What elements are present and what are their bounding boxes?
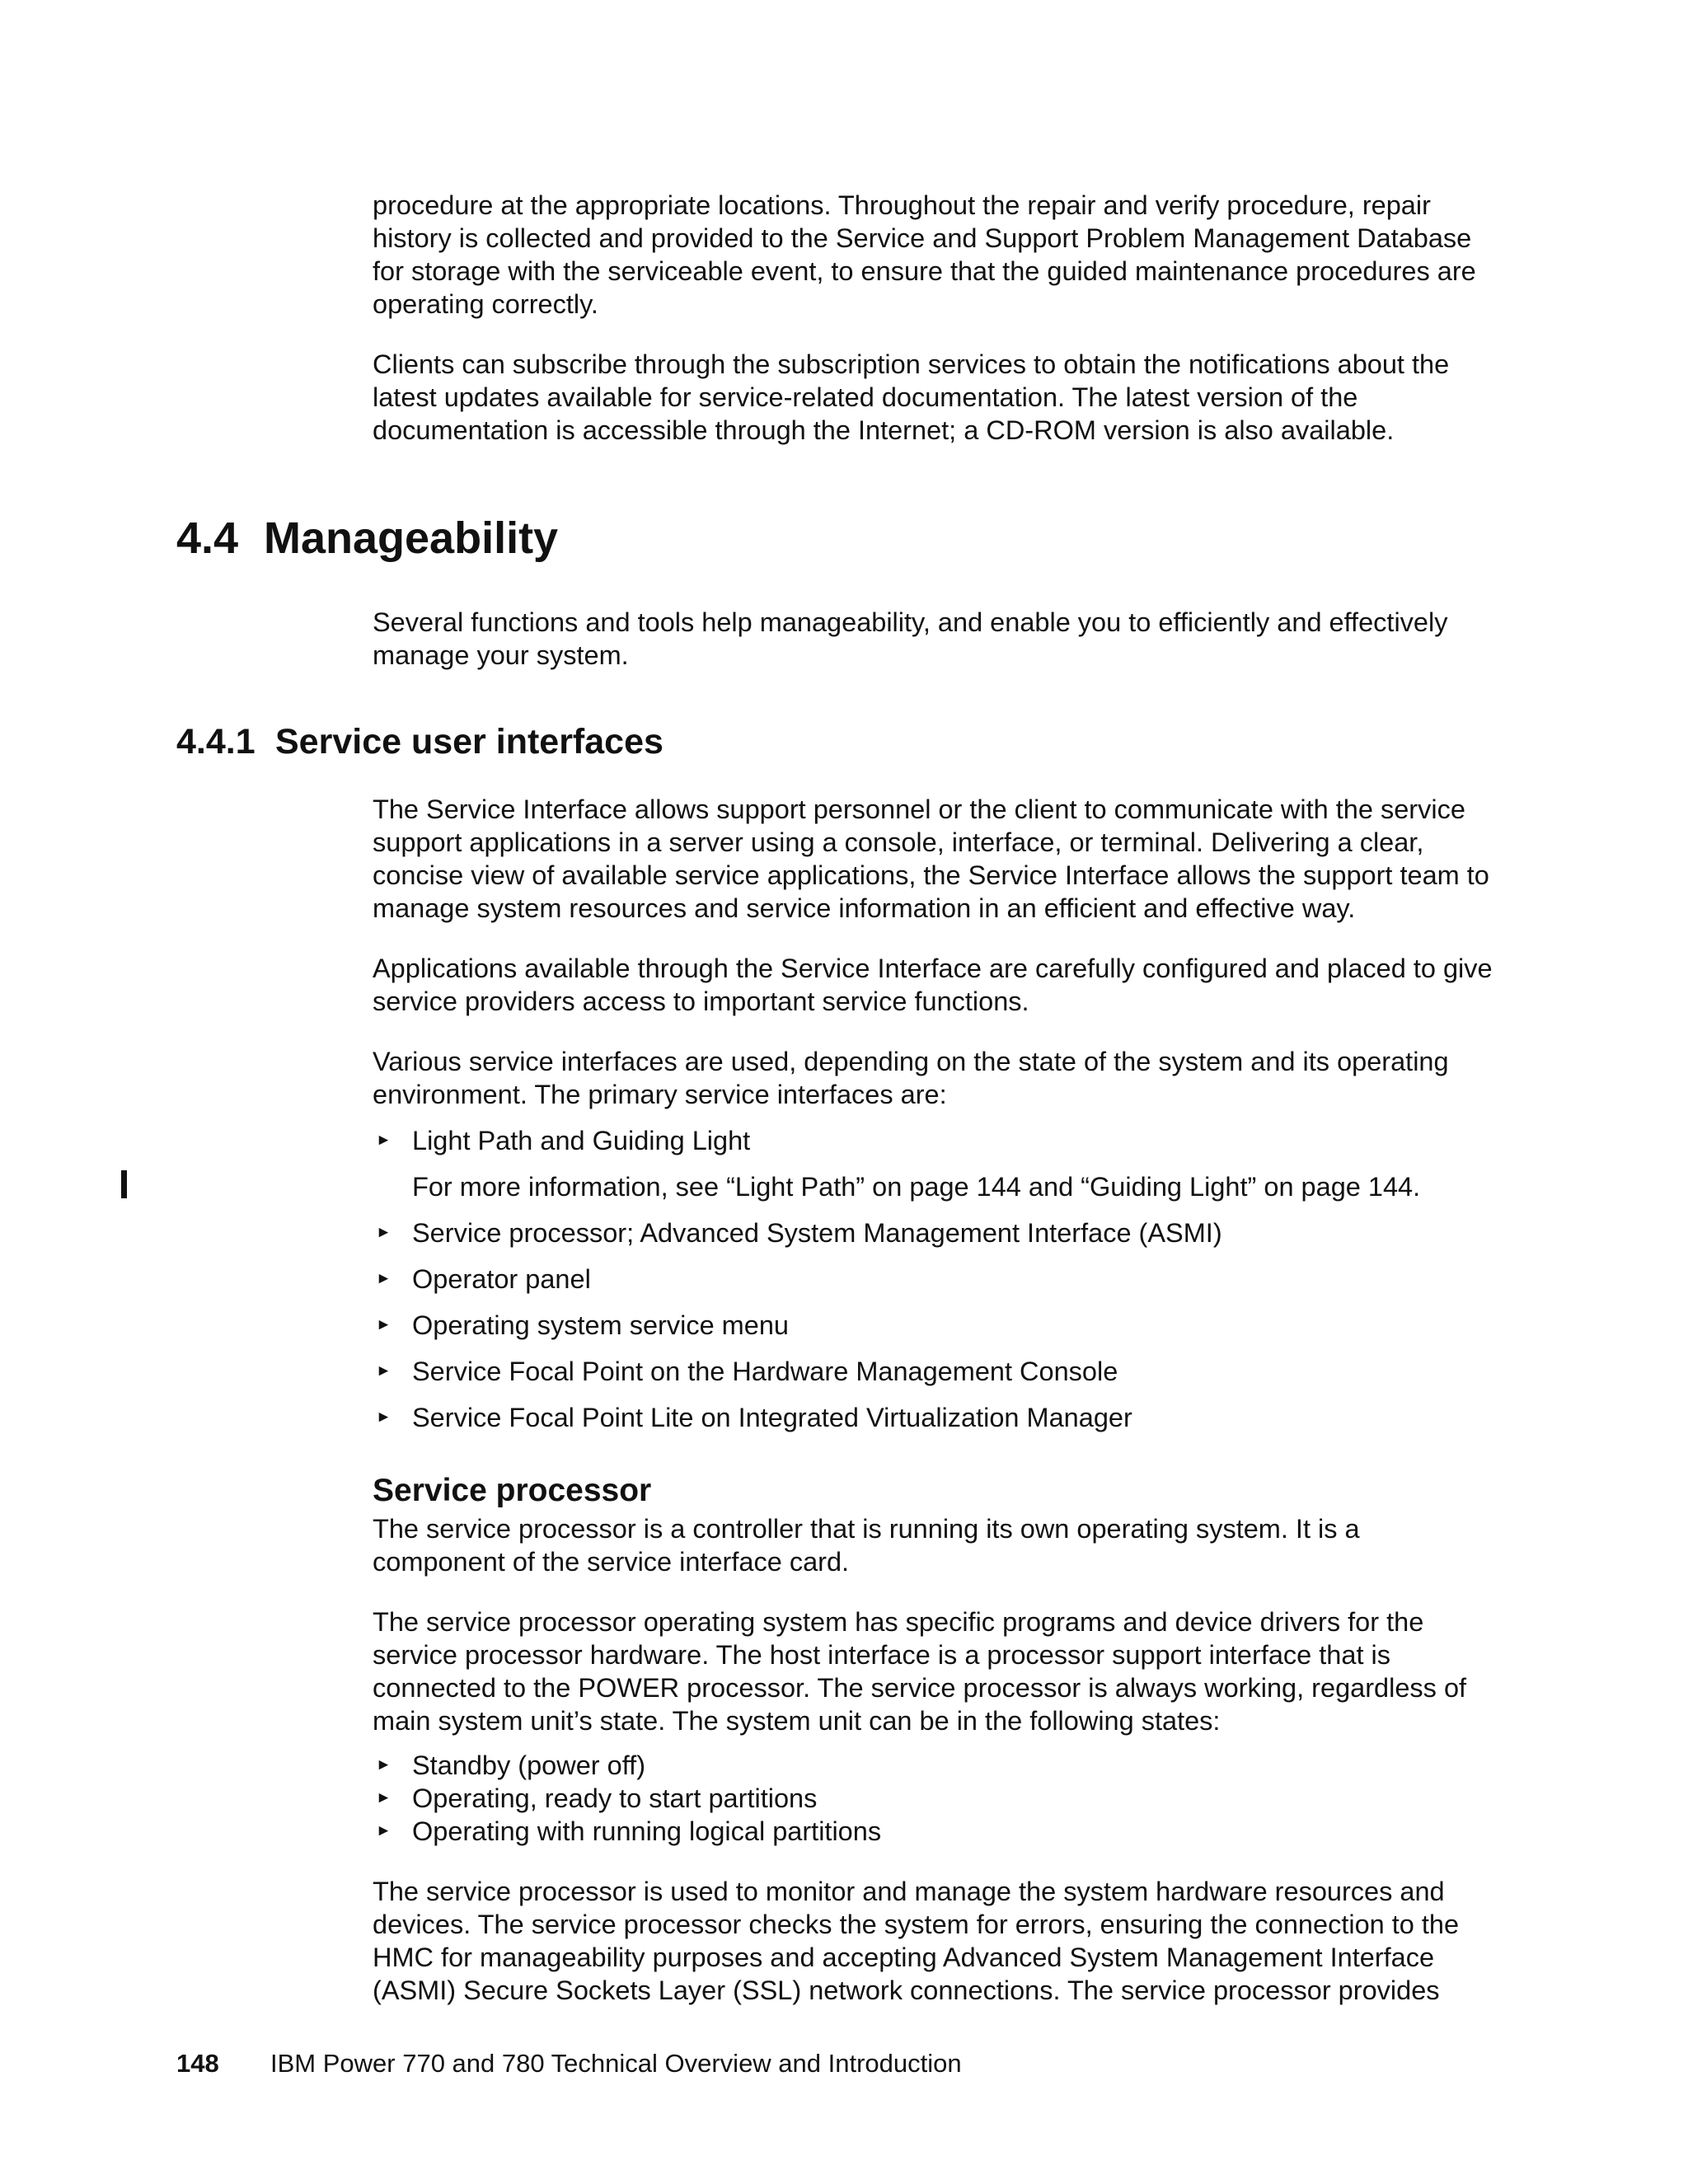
triangle-bullet-icon: ► <box>376 1270 392 1287</box>
list-item: ► Service Focal Point on the Hardware Management Console <box>376 1357 1118 1386</box>
list-item: ► Operating, ready to start partitions <box>376 1783 818 1813</box>
list-item: ► Operating system service menu <box>376 1310 789 1340</box>
section-intro <box>373 606 1493 672</box>
triangle-bullet-icon: ► <box>376 1224 392 1241</box>
subsection-title: Service user interfaces <box>275 722 663 762</box>
triangle-bullet-icon: ► <box>376 1408 392 1426</box>
triangle-bullet-icon: ► <box>376 1132 392 1149</box>
service-processor-paragraph-3: The service processor is used to monitor and manage the system hardware resources and devices. The service processor checks the system for errors, ensuring the connection to the HMC for manageability purposes and accepting Advanced System Management Interface (ASMI) Secure Sockets Layer (SSL) network connections. The service processor provides <box>373 1877 1460 2005</box>
service-processor-paragraph-2: The service processor operating system has specific programs and device drivers for the service processor hardware. The host interface is a processor support interface that is connected to the POWER processor. The service processor is always working, regardless of main system unit’s state. The system unit can be in the following states: <box>373 1607 1467 1736</box>
service-processor-body <box>373 1512 1493 2007</box>
intro-paragraph-2: Clients can subscribe through the subscription services to obtain the notifications about the latest updates available for service-related documentation. The latest version of the documentation is accessible through the Internet; a CD-ROM version is also available. <box>373 349 1450 445</box>
list-item: ► Service processor; Advanced System Management Interface (ASMI) <box>376 1218 1222 1248</box>
triangle-bullet-icon: ► <box>376 1789 392 1807</box>
service-processor-heading: Service processor <box>373 1473 652 1508</box>
book-title: IBM Power 770 and 780 Technical Overview and Introduction <box>270 2049 962 2078</box>
section-title: Manageability <box>264 513 559 563</box>
section-heading <box>176 513 558 564</box>
triangle-bullet-icon: ► <box>376 1362 392 1380</box>
triangle-bullet-icon: ► <box>376 1822 392 1840</box>
service-interfaces-list-continued <box>373 1216 1493 1434</box>
intro-paragraph-1: procedure at the appropriate locations. Throughout the repair and verify procedure, repair history is collected and provided to the Service and Support Problem Management Database for storage with the serviceable event, to ensure that the guided maintenance procedures are operating correctly. <box>373 190 1476 319</box>
subsection-paragraph-2: Applications available through the Service Interface are carefully configured and placed to give service providers access to important service functions. <box>373 954 1493 1016</box>
list-item: ► Operator panel <box>376 1264 591 1294</box>
subsection-paragraph-1: The Service Interface allows support personnel or the client to communicate with the service support applications in a server using a console, interface, or terminal. Delivering a clear, concise view of available service applications, the Service Interface allows the support team to manage system resources and service information in an efficient and effective way. <box>373 794 1489 923</box>
subsection-body <box>373 793 1493 1447</box>
list-item: ► Standby (power off) <box>376 1750 646 1780</box>
section-paragraph-1: Several functions and tools help manageability, and enable you to efficiently and effectively manage your system. <box>373 607 1448 670</box>
subsection-heading <box>176 721 663 762</box>
interfaces-note: For more information, see “Light Path” on page 144 and “Guiding Light” on page 144. <box>412 1172 1421 1202</box>
service-processor-paragraph-1: The service processor is a controller that is running its own operating system. It is a component of the service interface card. <box>373 1514 1360 1577</box>
subsection-paragraph-3: Various service interfaces are used, depending on the state of the system and its operating environment. The primary service interfaces are: <box>373 1047 1449 1109</box>
list-item: ► Light Path and Guiding Light <box>376 1126 751 1155</box>
page-footer <box>176 2047 962 2080</box>
revision-change-bar <box>121 1170 127 1198</box>
section-number: 4.4 <box>176 513 239 563</box>
triangle-bullet-icon: ► <box>376 1316 392 1333</box>
page-number: 148 <box>176 2049 219 2078</box>
service-interfaces-list <box>373 1124 1493 1157</box>
intro-block <box>373 189 1493 447</box>
list-item: ► Operating with running logical partitions <box>376 1816 882 1846</box>
system-states-list <box>373 1749 1493 1848</box>
list-item: ► Service Focal Point Lite on Integrated Virtualization Manager <box>376 1403 1132 1432</box>
subsection-number: 4.4.1 <box>176 722 256 762</box>
triangle-bullet-icon: ► <box>376 1756 392 1774</box>
